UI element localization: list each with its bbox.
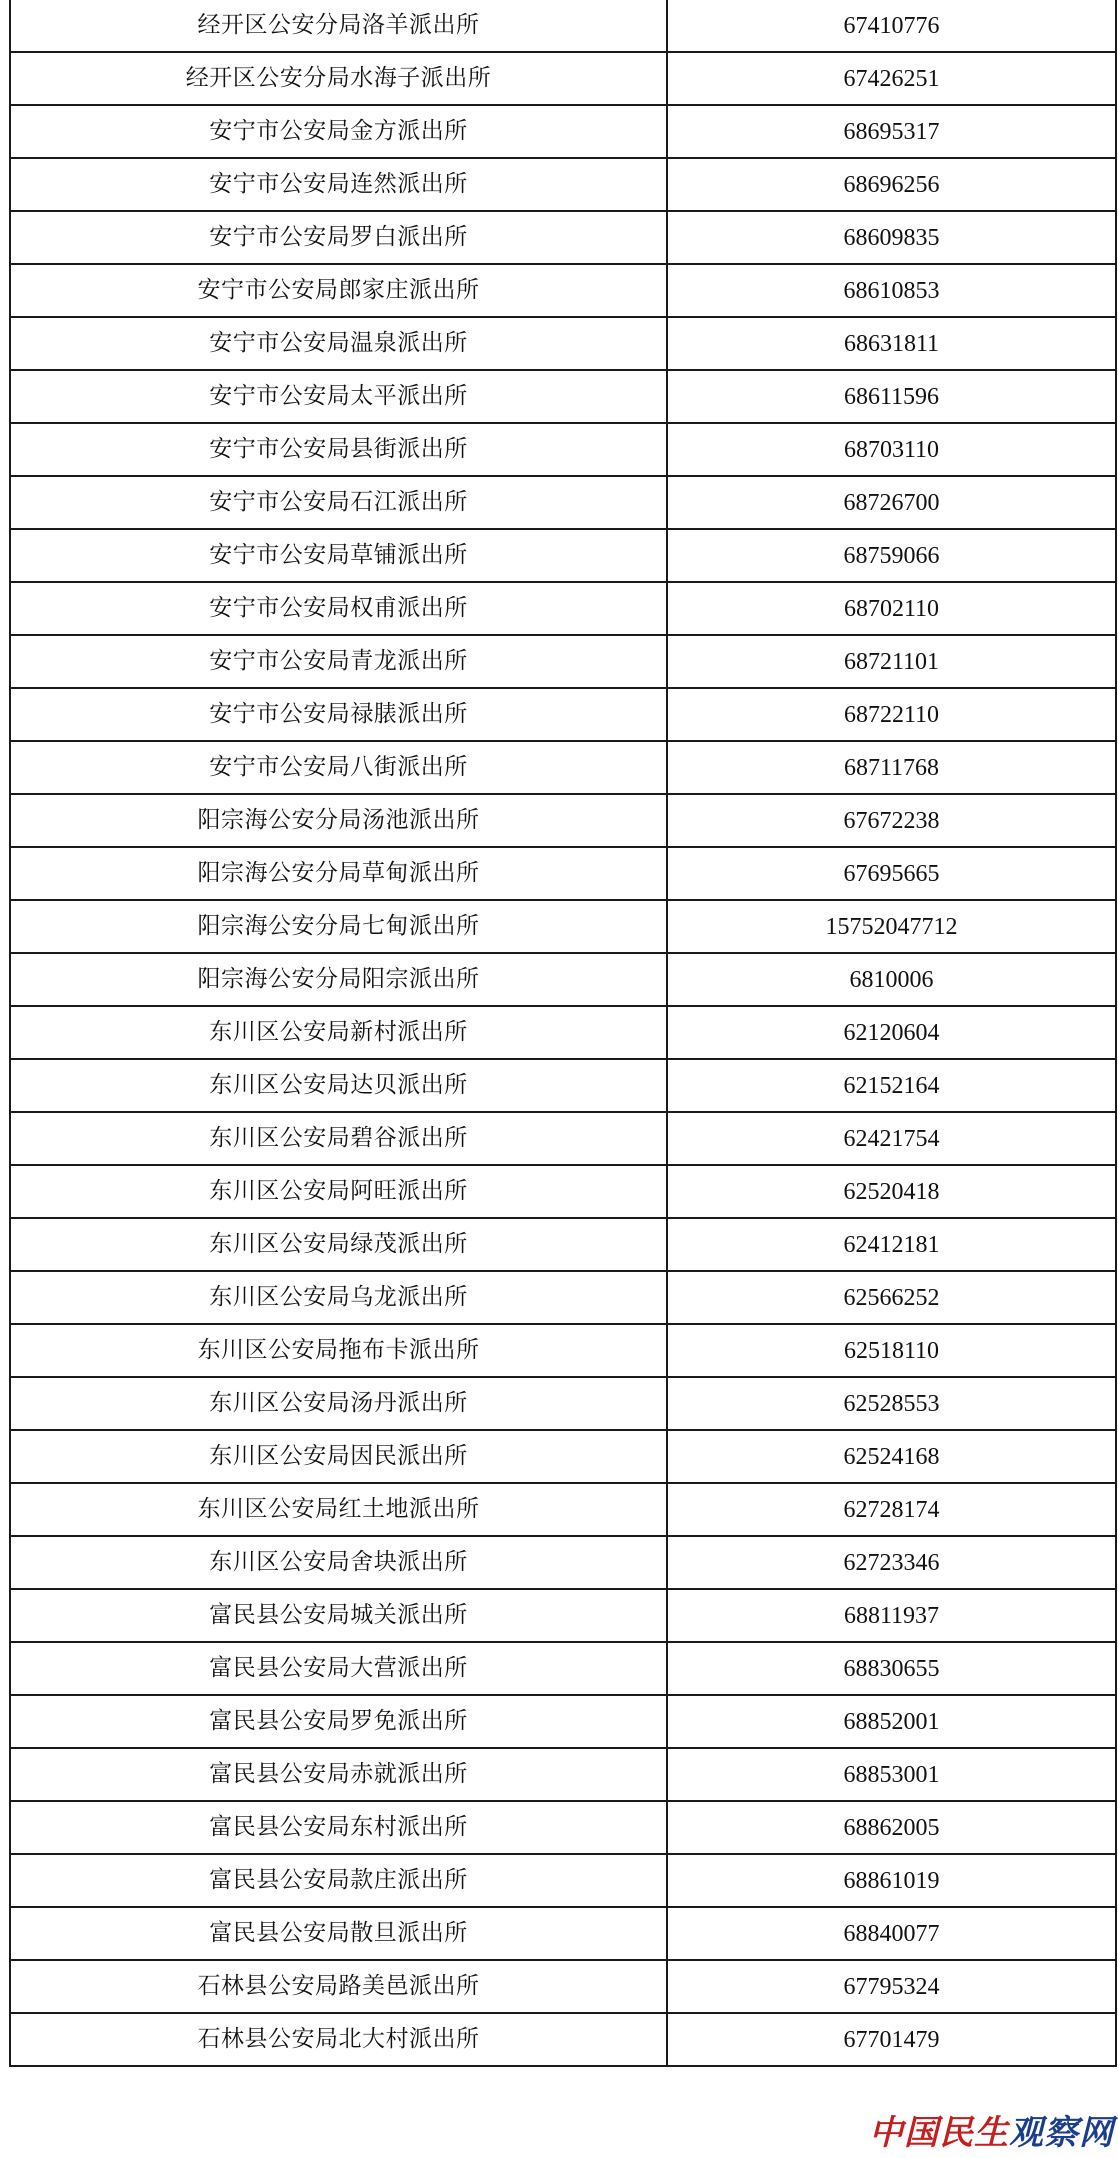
station-phone-cell: 62566252 (667, 1271, 1116, 1324)
police-station-directory (9, 0, 1111, 2067)
station-phone-cell: 62412181 (667, 1218, 1116, 1271)
station-phone-cell: 62120604 (667, 1006, 1116, 1059)
station-name-cell: 富民县公安局赤就派出所 (10, 1748, 667, 1801)
station-name-cell: 东川区公安局舍块派出所 (10, 1536, 667, 1589)
table-row (10, 0, 1116, 52)
table-row (10, 1854, 1116, 1907)
table-row (10, 1907, 1116, 1960)
table-row (10, 1112, 1116, 1165)
table-row (10, 211, 1116, 264)
station-name-cell: 富民县公安局款庄派出所 (10, 1854, 667, 1907)
table-row (10, 582, 1116, 635)
station-phone-cell: 68853001 (667, 1748, 1116, 1801)
table-row (10, 370, 1116, 423)
table-row (10, 1801, 1116, 1854)
station-name-cell: 经开区公安分局洛羊派出所 (10, 0, 667, 52)
station-phone-cell: 67426251 (667, 52, 1116, 105)
station-phone-cell: 67695665 (667, 847, 1116, 900)
station-phone-cell: 68721101 (667, 635, 1116, 688)
table-row (10, 1324, 1116, 1377)
table-row (10, 264, 1116, 317)
station-phone-cell: 68703110 (667, 423, 1116, 476)
table-row (10, 1642, 1116, 1695)
table-row (10, 476, 1116, 529)
table-row (10, 423, 1116, 476)
station-name-cell: 阳宗海公安分局汤池派出所 (10, 794, 667, 847)
directory-table-body (10, 0, 1116, 2066)
station-phone-cell: 62528553 (667, 1377, 1116, 1430)
station-phone-cell: 6810006 (667, 953, 1116, 1006)
station-phone-cell: 68711768 (667, 741, 1116, 794)
station-phone-cell: 68861019 (667, 1854, 1116, 1907)
watermark-text-blue: 观察网 (1009, 2113, 1114, 2153)
table-row (10, 105, 1116, 158)
table-row (10, 1059, 1116, 1112)
station-name-cell: 安宁市公安局郎家庄派出所 (10, 264, 667, 317)
station-name-cell: 阳宗海公安分局阳宗派出所 (10, 953, 667, 1006)
station-name-cell: 阳宗海公安分局七甸派出所 (10, 900, 667, 953)
table-row (10, 2013, 1116, 2066)
table-row (10, 688, 1116, 741)
table-row (10, 1589, 1116, 1642)
table-row (10, 1165, 1116, 1218)
station-phone-cell: 68830655 (667, 1642, 1116, 1695)
station-name-cell: 安宁市公安局青龙派出所 (10, 635, 667, 688)
station-name-cell: 安宁市公安局罗白派出所 (10, 211, 667, 264)
station-phone-cell: 68726700 (667, 476, 1116, 529)
station-phone-cell: 15752047712 (667, 900, 1116, 953)
station-name-cell: 东川区公安局红土地派出所 (10, 1483, 667, 1536)
station-name-cell: 安宁市公安局连然派出所 (10, 158, 667, 211)
station-name-cell: 东川区公安局汤丹派出所 (10, 1377, 667, 1430)
station-phone-cell: 62421754 (667, 1112, 1116, 1165)
station-name-cell: 富民县公安局大营派出所 (10, 1642, 667, 1695)
station-name-cell: 富民县公安局散旦派出所 (10, 1907, 667, 1960)
table-row (10, 1218, 1116, 1271)
table-row (10, 52, 1116, 105)
station-name-cell: 阳宗海公安分局草甸派出所 (10, 847, 667, 900)
station-phone-cell: 68695317 (667, 105, 1116, 158)
station-phone-cell: 62524168 (667, 1430, 1116, 1483)
station-name-cell: 富民县公安局东村派出所 (10, 1801, 667, 1854)
station-name-cell: 东川区公安局碧谷派出所 (10, 1112, 667, 1165)
station-phone-cell: 68611596 (667, 370, 1116, 423)
station-phone-cell: 68722110 (667, 688, 1116, 741)
station-phone-cell: 67410776 (667, 0, 1116, 52)
station-name-cell: 安宁市公安局禄脿派出所 (10, 688, 667, 741)
table-row (10, 635, 1116, 688)
station-name-cell: 东川区公安局乌龙派出所 (10, 1271, 667, 1324)
station-phone-cell: 62723346 (667, 1536, 1116, 1589)
station-name-cell: 安宁市公安局温泉派出所 (10, 317, 667, 370)
station-phone-cell: 62152164 (667, 1059, 1116, 1112)
station-name-cell: 东川区公安局新村派出所 (10, 1006, 667, 1059)
station-phone-cell: 62520418 (667, 1165, 1116, 1218)
table-row (10, 1271, 1116, 1324)
table-row (10, 317, 1116, 370)
station-phone-cell: 68696256 (667, 158, 1116, 211)
station-name-cell: 东川区公安局达贝派出所 (10, 1059, 667, 1112)
station-phone-cell: 67701479 (667, 2013, 1116, 2066)
directory-table (9, 0, 1117, 2067)
table-row (10, 1695, 1116, 1748)
station-name-cell: 石林县公安局路美邑派出所 (10, 1960, 667, 2013)
table-row (10, 1536, 1116, 1589)
station-phone-cell: 68852001 (667, 1695, 1116, 1748)
station-phone-cell: 68702110 (667, 582, 1116, 635)
station-phone-cell: 68862005 (667, 1801, 1116, 1854)
table-row (10, 1006, 1116, 1059)
table-row (10, 741, 1116, 794)
station-name-cell: 东川区公安局绿茂派出所 (10, 1218, 667, 1271)
table-row (10, 1377, 1116, 1430)
station-phone-cell: 62518110 (667, 1324, 1116, 1377)
station-name-cell: 安宁市公安局八街派出所 (10, 741, 667, 794)
station-name-cell: 安宁市公安局太平派出所 (10, 370, 667, 423)
watermark-text-red: 中国民生 (869, 2113, 1009, 2153)
table-row (10, 953, 1116, 1006)
station-phone-cell: 68840077 (667, 1907, 1116, 1960)
station-phone-cell: 68609835 (667, 211, 1116, 264)
station-phone-cell: 68631811 (667, 317, 1116, 370)
station-phone-cell: 68759066 (667, 529, 1116, 582)
station-name-cell: 东川区公安局阿旺派出所 (10, 1165, 667, 1218)
station-name-cell: 安宁市公安局草铺派出所 (10, 529, 667, 582)
station-name-cell: 东川区公安局拖布卡派出所 (10, 1324, 667, 1377)
station-name-cell: 安宁市公安局权甫派出所 (10, 582, 667, 635)
station-name-cell: 安宁市公安局县街派出所 (10, 423, 667, 476)
table-row (10, 1430, 1116, 1483)
station-phone-cell: 67672238 (667, 794, 1116, 847)
table-row (10, 529, 1116, 582)
station-phone-cell: 68811937 (667, 1589, 1116, 1642)
watermark-logo (869, 2105, 1114, 2154)
station-phone-cell: 62728174 (667, 1483, 1116, 1536)
station-name-cell: 东川区公安局因民派出所 (10, 1430, 667, 1483)
table-row (10, 158, 1116, 211)
station-name-cell: 富民县公安局罗免派出所 (10, 1695, 667, 1748)
station-phone-cell: 67795324 (667, 1960, 1116, 2013)
table-row (10, 847, 1116, 900)
station-name-cell: 安宁市公安局金方派出所 (10, 105, 667, 158)
table-row (10, 900, 1116, 953)
table-row (10, 794, 1116, 847)
station-name-cell: 经开区公安分局水海子派出所 (10, 52, 667, 105)
station-phone-cell: 68610853 (667, 264, 1116, 317)
station-name-cell: 安宁市公安局石江派出所 (10, 476, 667, 529)
table-row (10, 1483, 1116, 1536)
station-name-cell: 富民县公安局城关派出所 (10, 1589, 667, 1642)
table-row (10, 1748, 1116, 1801)
table-row (10, 1960, 1116, 2013)
station-name-cell: 石林县公安局北大村派出所 (10, 2013, 667, 2066)
